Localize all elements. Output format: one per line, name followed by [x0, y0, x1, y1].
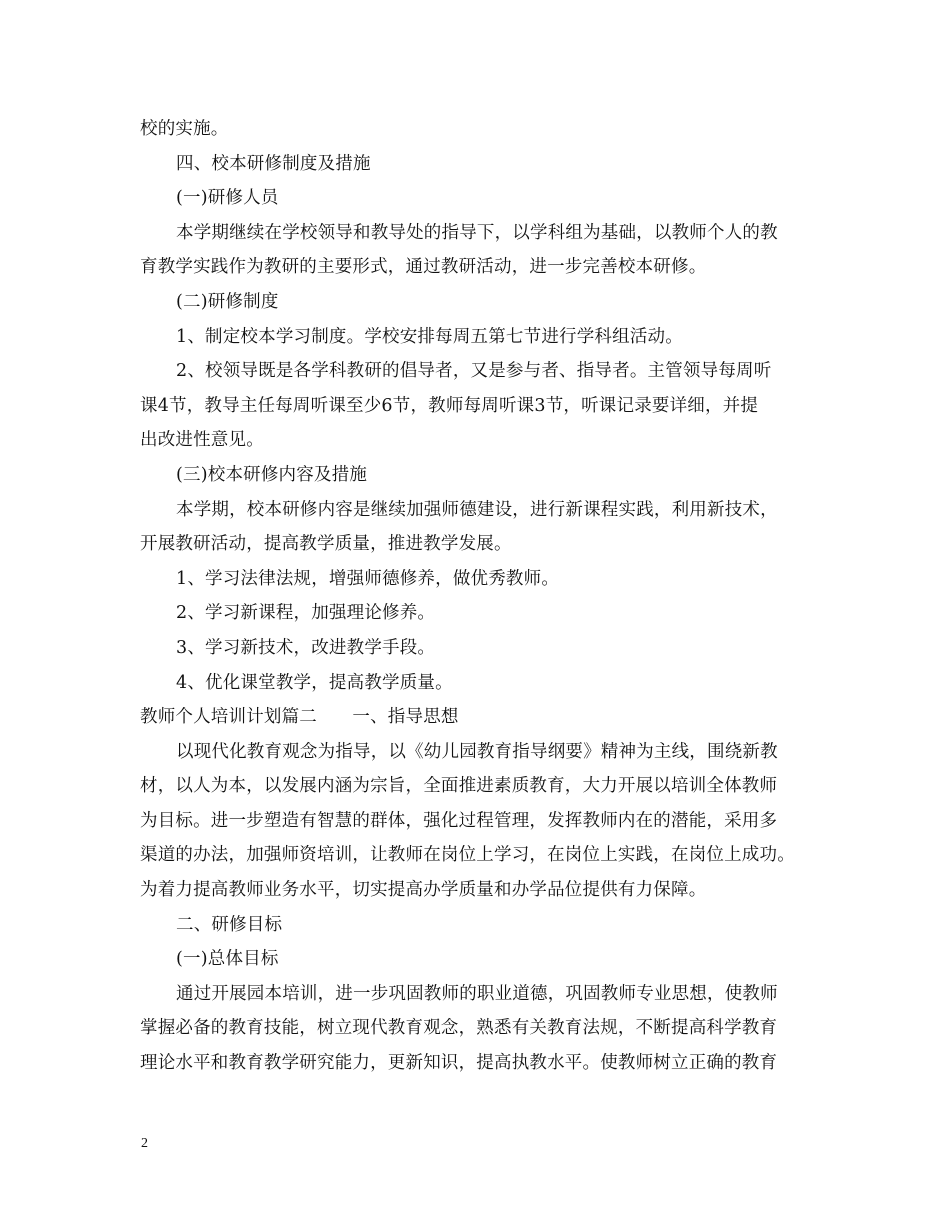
text-line: 育教学实践作为教研的主要形式，通过教研活动，进一步完善校本研修。: [140, 257, 707, 278]
list-item: 1、学习法律法规，增强师德修养，做优秀教师。: [176, 568, 560, 589]
list-item: 4、优化课堂教学，提高教学质量。: [176, 672, 453, 693]
list-item: 2、学习新课程，加强理论修养。: [176, 603, 436, 624]
text-line: 掌握必备的教育技能，树立现代教育观念，熟悉有关教育法规，不断提高科学教育: [140, 1018, 778, 1039]
subsection-heading: (一)研修人员: [176, 188, 279, 209]
section-heading: 四、校本研修制度及措施: [176, 153, 371, 174]
text-line: 本学期继续在学校领导和教导处的指导下，以学科组为基础，以教师个人的教: [176, 222, 778, 243]
chapter-heading: 教师个人培训计划篇二 一、指导思想: [140, 707, 459, 728]
section-heading: 二、研修目标: [176, 914, 283, 935]
subsection-heading: (二)研修制度: [176, 291, 279, 312]
list-item: 3、学习新技术，改进教学手段。: [176, 637, 436, 658]
subsection-heading: (三)校本研修内容及措施: [176, 464, 368, 485]
text-line: 材，以人为本，以发展内涵为宗旨，全面推进素质教育，大力开展以培训全体教师: [140, 776, 778, 797]
list-item: 2、校领导既是各学科教研的倡导者，又是参与者、指导者。主管领导每周听: [176, 361, 772, 382]
text-line: 本学期，校本研修内容是继续加强师德建设，进行新课程实践，利用新技术，: [176, 499, 778, 520]
text-line: 为目标。进一步塑造有智慧的群体，强化过程管理，发挥教师内在的潜能，采用多: [140, 810, 778, 831]
page-number: 2: [141, 1136, 148, 1151]
text-line: 开展教研活动，提高教学质量，推进教学发展。: [140, 534, 512, 555]
text-line: 理论水平和教育教学研究能力，更新知识，提高执教水平。使教师树立正确的教育: [140, 1053, 778, 1074]
text-line: 出改进性意见。: [140, 430, 264, 451]
subsection-heading: (一)总体目标: [176, 949, 279, 970]
text-line: 校的实施。: [140, 119, 229, 139]
list-item: 1、制定校本学习制度。学校安排每周五第七节进行学科组活动。: [176, 326, 683, 347]
text-line: 课4节，教导主任每周听课至少6节，教师每周听课3节，听课记录要详细，并提: [140, 395, 759, 416]
text-line: 渠道的办法，加强师资培训，让教师在岗位上学习，在岗位上实践，在岗位上成功。: [140, 845, 795, 866]
document-body: [140, 112, 830, 1081]
text-line: 以现代化教育观念为指导，以《幼儿园教育指导纲要》精神为主线，围绕新教: [176, 741, 778, 762]
text-line: 通过开展园本培训，进一步巩固教师的职业道德，巩固教师专业思想，使教师: [176, 983, 778, 1004]
text-line: 为着力提高教师业务水平，切实提高办学质量和办学品位提供有力保障。: [140, 880, 707, 901]
